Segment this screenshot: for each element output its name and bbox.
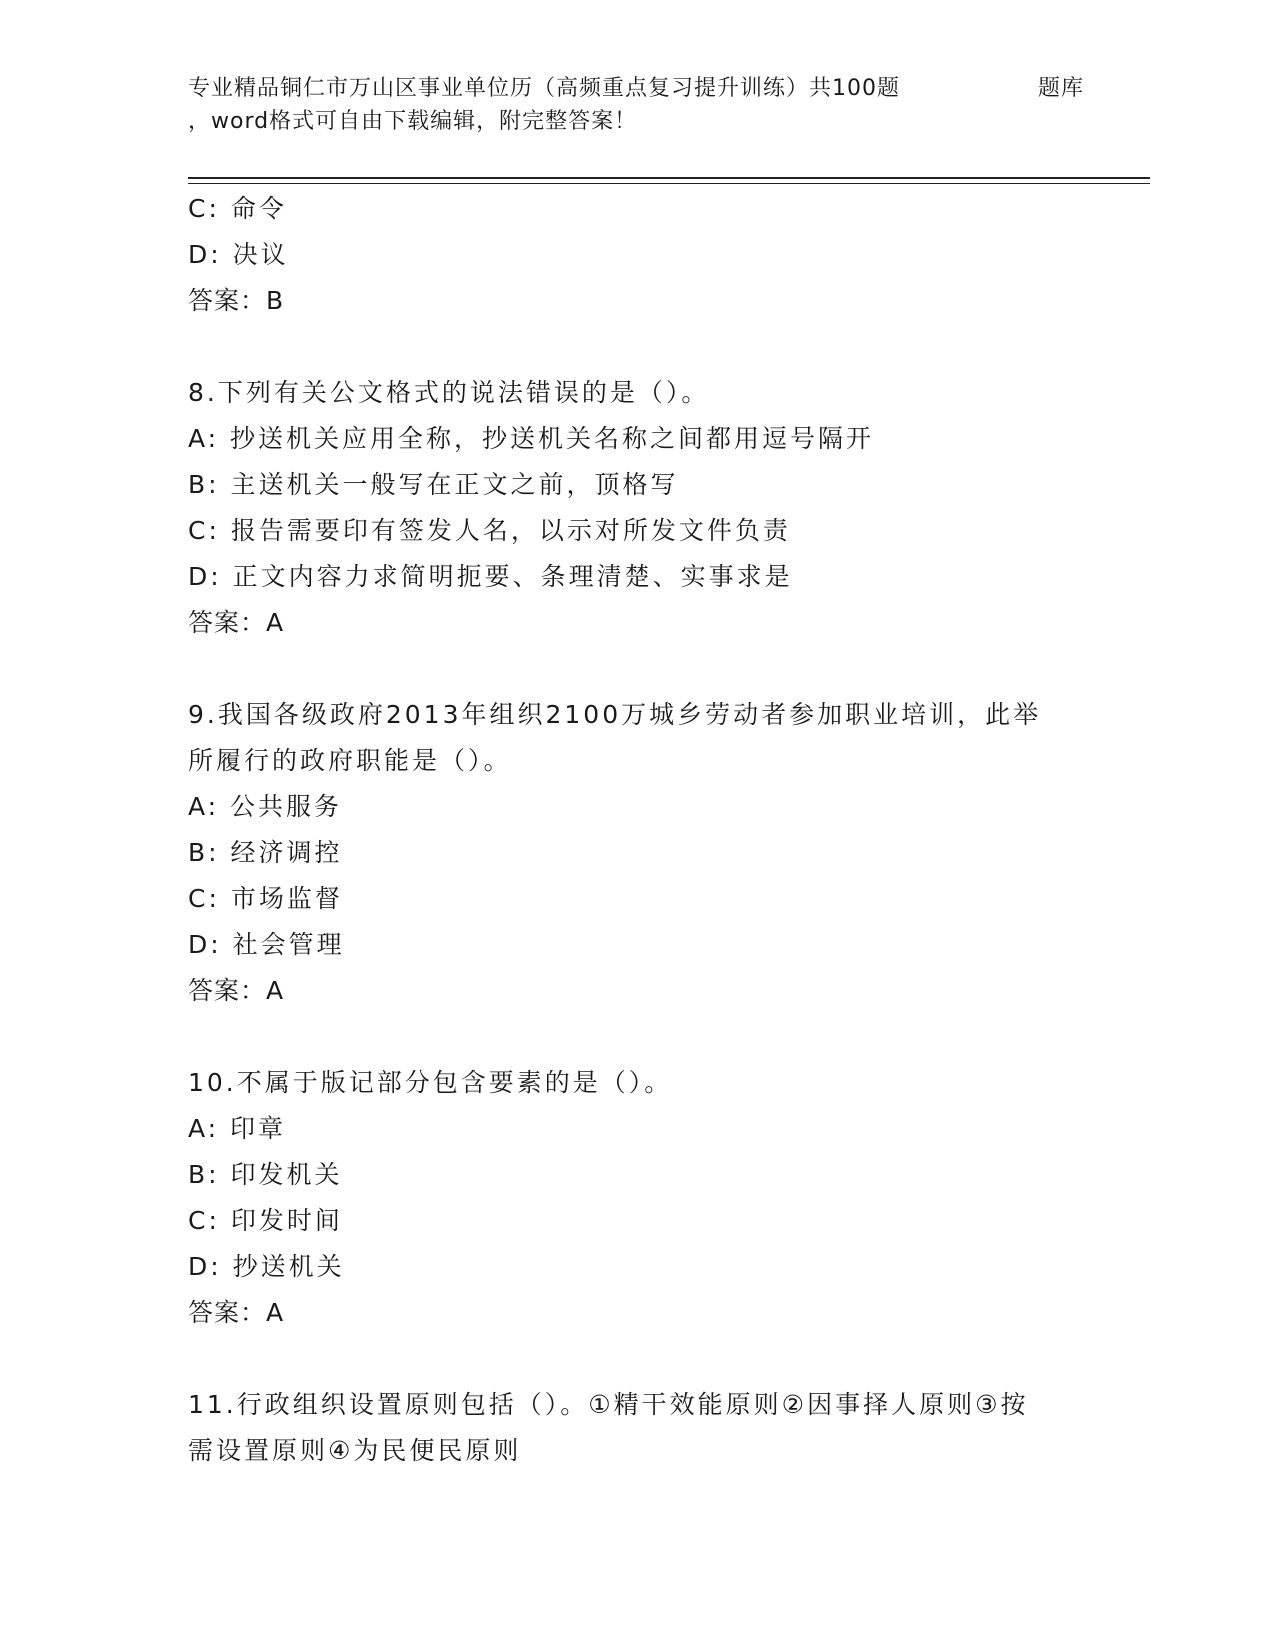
option-b: B: 主送机关一般写在正文之前，顶格写: [188, 470, 679, 499]
option-d: D: 抄送机关: [188, 1252, 345, 1281]
question-10: [188, 1060, 1088, 1336]
option-a: A: 印章: [188, 1114, 287, 1143]
header-title: 专业精品铜仁市万山区事业单位历（高频重点复习提升训练）共100题: [188, 76, 900, 101]
question-stem: 8.下列有关公文格式的说法错误的是（）。: [188, 378, 710, 407]
option-d: D: 正文内容力求简明扼要、条理清楚、实事求是: [188, 562, 793, 591]
option-c: C: 市场监督: [188, 884, 343, 913]
header-rule-thin: [188, 183, 1150, 184]
answer: 答案：B: [188, 286, 285, 315]
page-header: [188, 72, 1088, 138]
header-tag: 题库: [1037, 76, 1084, 101]
question-8: [188, 370, 1088, 646]
option-d: D: 社会管理: [188, 930, 345, 959]
question-stem-line1: 9.我国各级政府2013年组织2100万城乡劳动者参加职业培训，此举: [188, 700, 1042, 729]
option-d: D: 决议: [188, 240, 289, 269]
question-9: [188, 692, 1088, 1014]
answer: 答案：A: [188, 1298, 285, 1327]
question-stem-line1: 11.行政组织设置原则包括（）。①精干效能原则②因事择人原则③按: [188, 1390, 1029, 1419]
option-a: A: 抄送机关应用全称，抄送机关名称之间都用逗号隔开: [188, 424, 875, 453]
option-b: B: 印发机关: [188, 1160, 343, 1189]
question-prev: [188, 186, 1088, 324]
question-stem-line2: 所履行的政府职能是（）。: [188, 746, 512, 775]
option-b: B: 经济调控: [188, 838, 343, 867]
option-a: A: 公共服务: [188, 792, 343, 821]
question-11: [188, 1382, 1088, 1474]
answer: 答案：A: [188, 976, 285, 1005]
header-subtitle: ，word格式可自由下载编辑，附完整答案！: [188, 109, 638, 134]
question-stem: 10.不属于版记部分包含要素的是（）。: [188, 1068, 673, 1097]
option-c: C: 印发时间: [188, 1206, 343, 1235]
question-stem-line2: 需设置原则④为民便民原则: [188, 1436, 522, 1465]
option-c: C: 命令: [188, 194, 287, 223]
question-list: [188, 186, 1088, 1474]
option-c: C: 报告需要印有签发人名，以示对所发文件负责: [188, 516, 791, 545]
header-rule: [188, 177, 1150, 179]
answer: 答案：A: [188, 608, 285, 637]
